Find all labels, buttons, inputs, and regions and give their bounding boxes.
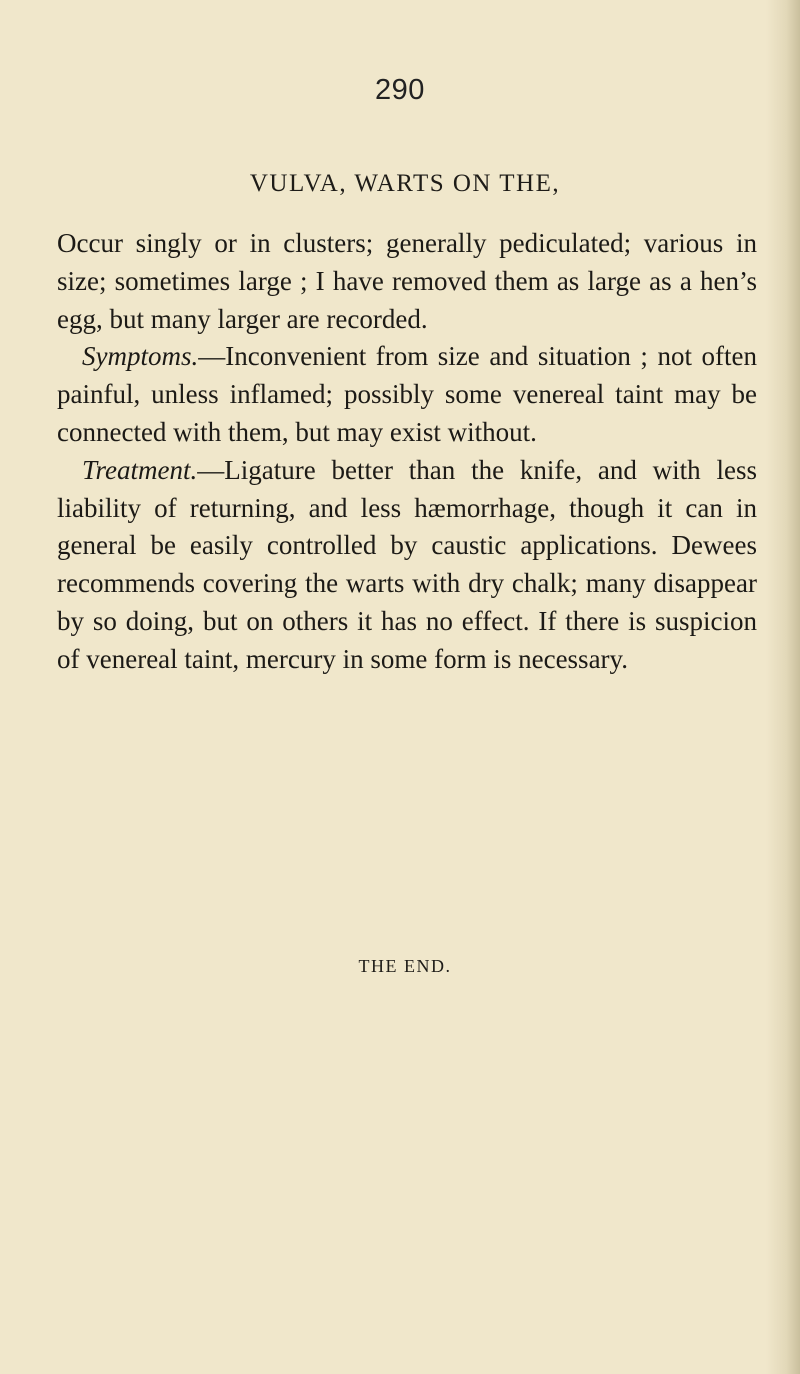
entry-heading: VULVA, WARTS ON THE, [249, 170, 561, 197]
treatment-text: —Ligature better than the knife, and with less liability of returning, and less hæmorrhage, though it can in general be easily controlled by caustic applications. Dewees recommends covering the warts with dry chalk; many disappear by so doing, but on others it has no effect. If there is suspicion of venereal taint, mercury in some form is necessary. [57, 454, 757, 674]
page-number: 290 [375, 74, 425, 106]
paragraph-treatment [57, 452, 757, 679]
page-edge-shadow [766, 0, 800, 1374]
paragraph-description: Occur singly or in clusters; generally pediculated; various in size; sometimes large ; I have removed them as large as a hen’s egg, but many larger are recorded. [57, 228, 757, 334]
entry-body [57, 225, 757, 679]
paragraph-symptoms [57, 338, 757, 451]
treatment-label: Treatment. [82, 454, 198, 485]
symptoms-label: Symptoms. [82, 341, 199, 372]
symptoms-text: —Inconvenient from size and situation ; not often painful, unless inflamed; possibly some venereal taint may be connected with them, but may exist without. [57, 341, 757, 447]
closing-text: THE END. [358, 956, 452, 976]
